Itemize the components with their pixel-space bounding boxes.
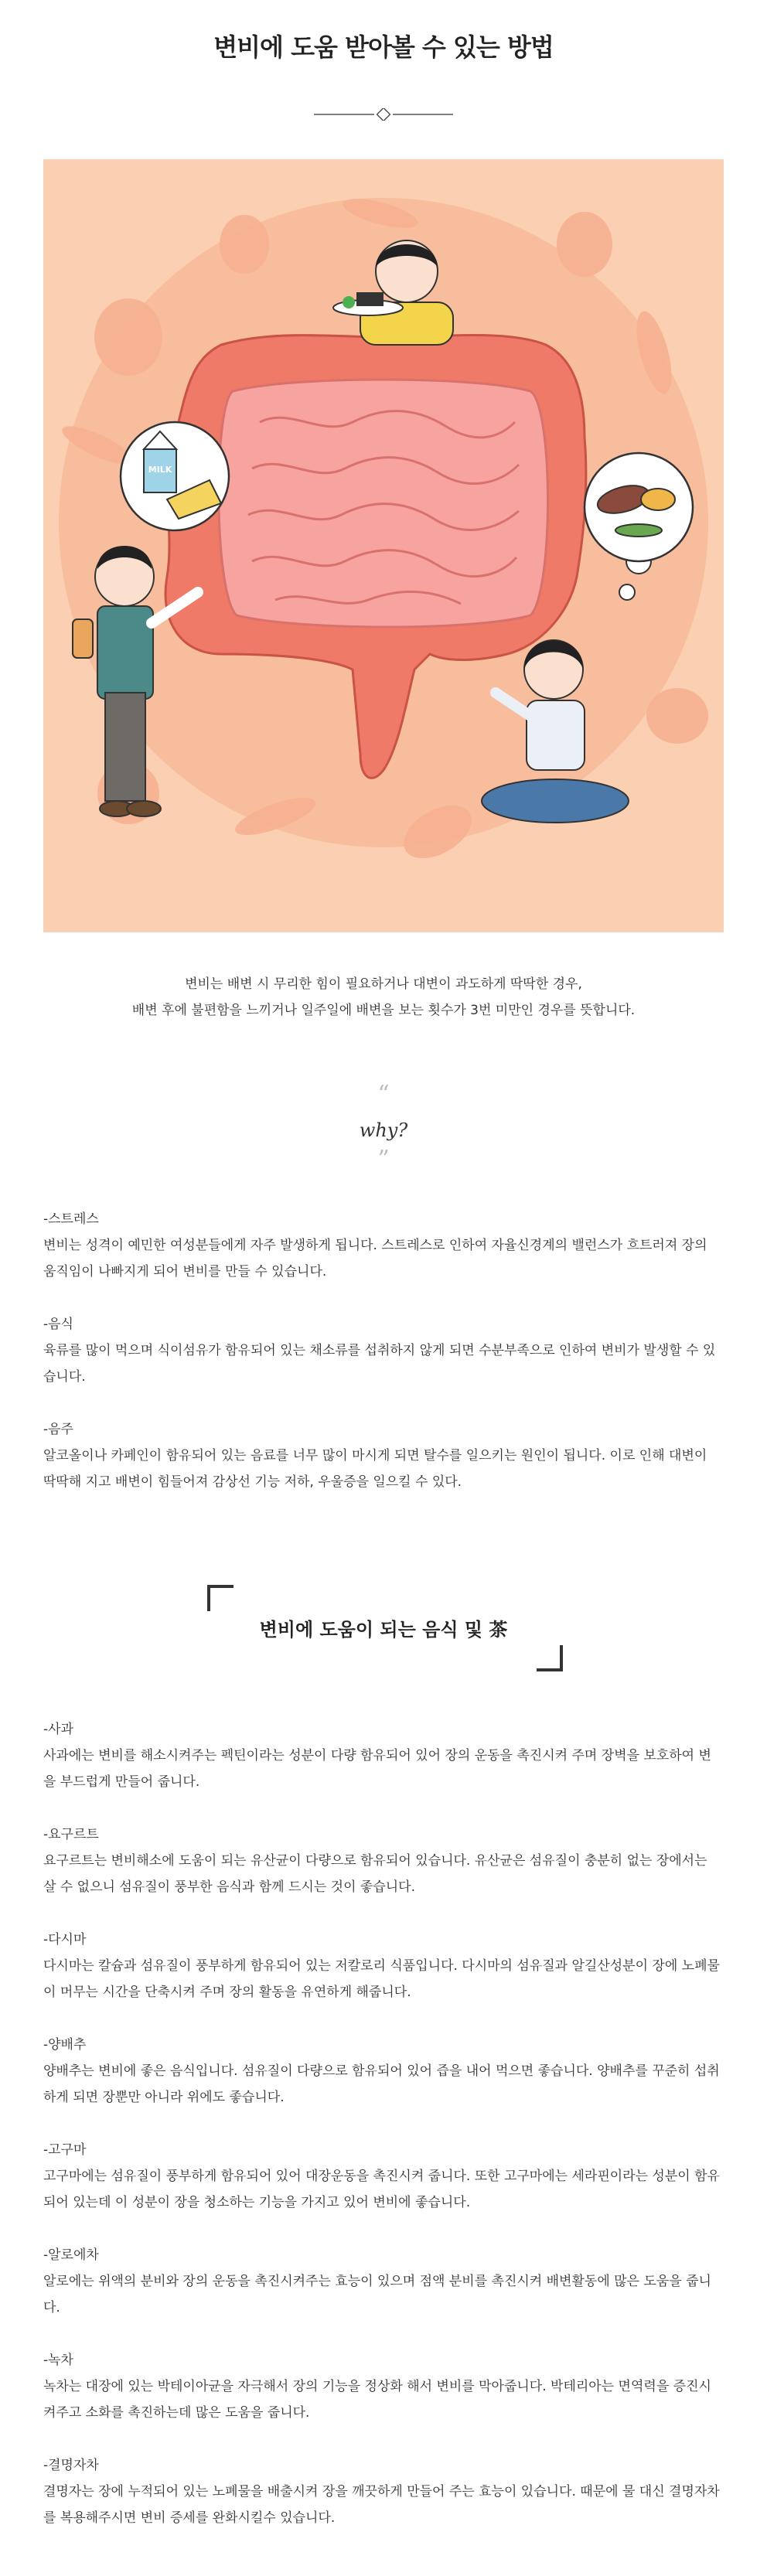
food-yogurt [43, 1821, 724, 1900]
open-quote-icon: “ [377, 1081, 390, 1108]
why-heading: why? [359, 1119, 408, 1141]
pepper-bg-icon [557, 212, 612, 277]
bracket-top-left [207, 1585, 234, 1611]
cause-title: -스트레스 [43, 1211, 99, 1227]
food-text: 다시마는 칼슘과 섬유질이 풍부하게 함유되어 있는 저칼로리 식품입니다. 다시마의 섬유질과 알길산성분이 장에 노폐물이 머무는 시간을 단축시켜 주며 장의 활동을 유연하게 해줍니다. [43, 1958, 720, 2000]
cause-title: -음식 [43, 1317, 73, 1332]
title-divider [314, 108, 453, 121]
cause-food [43, 1311, 724, 1390]
cause-drinking [43, 1416, 724, 1495]
food-cabbage [43, 2032, 724, 2111]
intro-text [74, 971, 693, 1024]
bracket-bottom-right [537, 1645, 563, 1671]
food-text: 녹차는 대장에 있는 박테이아균을 자극해서 장의 기능을 정상화 해서 변비를 막아줍니다. 박테리아는 면역력을 증진시켜주고 소화를 촉진하는데 많은 도움을 줍니다. [43, 2379, 711, 2421]
food-text: 알로에는 위액의 분비와 장의 운동을 촉진시켜주는 효능이 있으며 점액 분비를 촉진시켜 배변활동에 많은 도움을 줍니다. [43, 2274, 711, 2315]
food-text: 결명자는 장에 누적되어 있는 노폐물을 배출시켜 장을 깨끗하게 만들어 주는 효능이 있습니다. 때문에 물 대신 결명자차를 복용해주시면 변비 증세를 완화시킬수 있습니다. [43, 2484, 720, 2526]
intro-line-1: 변비는 배변 시 무리한 힘이 필요하거나 대변이 과도하게 딱딱한 경우, [185, 976, 582, 992]
cause-stress [43, 1206, 724, 1285]
food-title: -사과 [43, 1722, 73, 1737]
food-title: -결명자차 [43, 2458, 99, 2473]
food-text: 사과에는 변비를 해소시켜주는 펙틴이라는 성분이 다량 함유되어 있어 장의 운동을 촉진시켜 주며 장벽을 보호하여 변을 부드럽게 만들어 줍니다. [43, 1748, 711, 1790]
cause-text: 변비는 성격이 예민한 여성분들에게 자주 발생하게 됩니다. 스트레스로 인하여 자율신경계의 밸런스가 흐트러져 장의 움직임이 나빠지게 되어 변비를 만들 수 있습니다. [43, 1238, 707, 1279]
apple-bg-icon [220, 215, 269, 274]
cabbage-bg-icon [94, 298, 162, 376]
food-apple [43, 1716, 724, 1795]
food-green-tea [43, 2347, 724, 2426]
food-title: -녹차 [43, 2353, 73, 2368]
close-quote-icon: ” [377, 1146, 390, 1173]
food-aloe-tea [43, 2242, 724, 2321]
page-title: 변비에 도움 받아볼 수 있는 방법 [213, 32, 554, 62]
section-title: 변비에 도움이 되는 음식 및 茶 [259, 1619, 508, 1641]
food-sweet-potato [43, 2137, 724, 2216]
milk-label: MILK [148, 465, 172, 475]
hero-illustration [43, 159, 724, 932]
cause-text: 알코올이나 카페인이 함유되어 있는 음료를 너무 많이 마시게 되면 탈수를 일으키는 원인이 됩니다. 이로 인해 대변이 딱딱해 지고 배변이 힘들어져 감상선 기능 저하, 우울증을 일으킬 수 있다. [43, 1448, 707, 1490]
food-title: -요구르트 [43, 1827, 99, 1842]
food-title: -양배추 [43, 2037, 87, 2053]
food-cassia-tea [43, 2452, 724, 2531]
food-text: 양배추는 변비에 좋은 음식입니다. 섬유질이 다량으로 함유되어 있어 즙을 내어 먹으면 좋습니다. 양배추를 꾸준히 섭취하게 되면 장뿐만 아니라 위에도 좋습니다. [43, 2063, 720, 2105]
food-title: -고구마 [43, 2142, 87, 2158]
food-title: -다시마 [43, 1932, 87, 1947]
food-title: -알로에차 [43, 2247, 99, 2263]
intro-line-2: 배변 후에 불편함을 느끼거나 일주일에 배변을 보는 횟수가 3번 미만인 경우를 뜻합니다. [131, 1003, 636, 1018]
food-text: 요구르트는 변비해소에 도움이 되는 유산균이 다량으로 함유되어 있습니다. 유산균은 섬유질이 충분히 없는 장에서는 살 수 없으니 섬유질이 풍부한 음식과 함께 드시는 것이 좋습니다. [43, 1853, 707, 1895]
milk-cheese-bubble [121, 422, 229, 530]
carrot3-bg-icon [646, 688, 708, 744]
food-text: 고구마에는 섬유질이 풍부하게 함유되어 있어 대장운동을 촉진시켜 줍니다. 또한 고구마에는 세라핀이라는 성분이 함유되어 있는데 이 성분이 장을 청소하는 기능을 가지고 있어 변비에 좋습니다. [43, 2169, 720, 2210]
cause-title: -음주 [43, 1422, 73, 1437]
cause-text: 육류를 많이 먹으며 식이섬유가 함유되어 있는 채소류를 섭취하지 않게 되면 수분부족으로 인하여 변비가 발생할 수 있습니다. [43, 1343, 716, 1385]
food-kelp [43, 1927, 724, 2005]
